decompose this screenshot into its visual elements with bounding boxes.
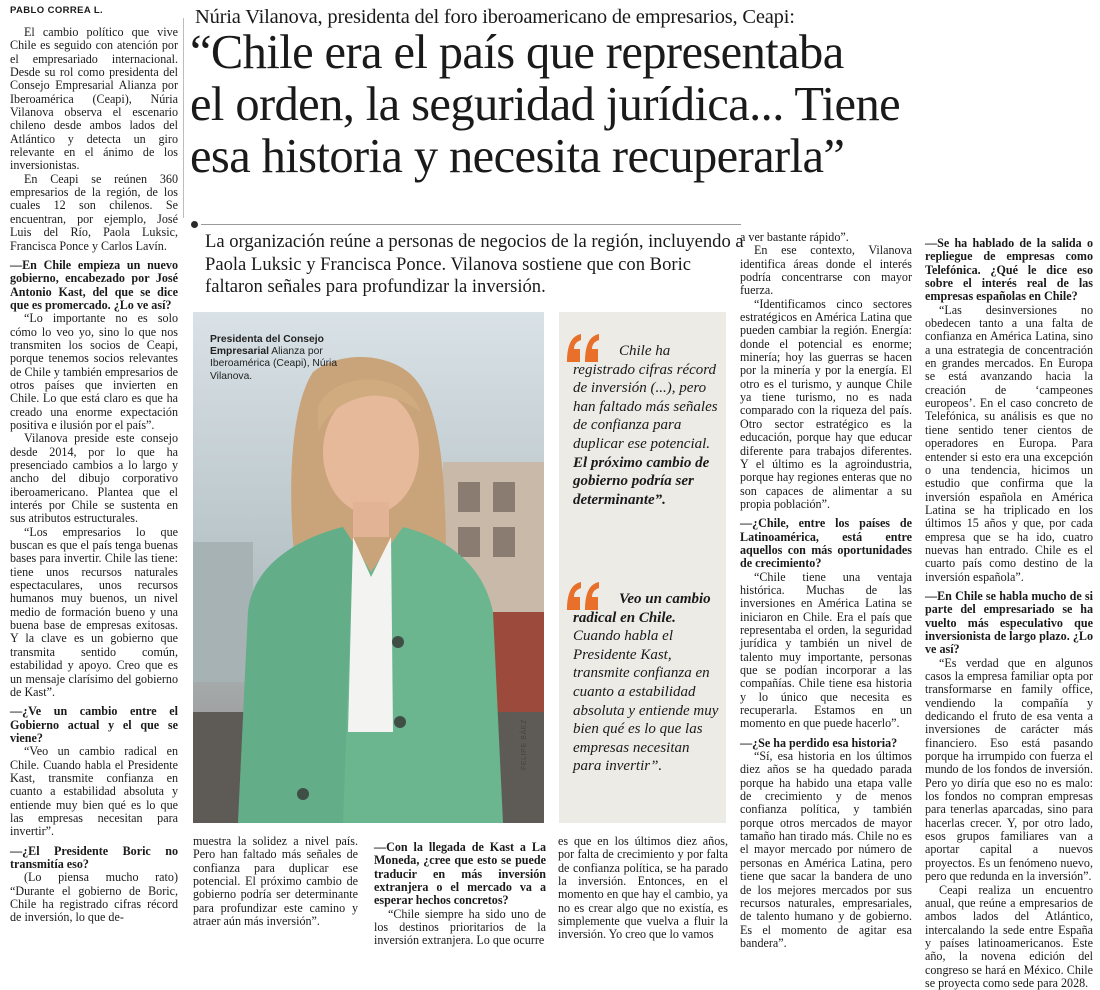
pullquote-bold: El próximo cambio de gobierno podría ser determinante”. (573, 455, 709, 508)
photo-credit: FELIPE BÁEZ (521, 719, 528, 770)
interview-question: —Se ha hablado de la salida o repliegue de empresas como Telefónica. ¿Qué le dice eso sobre el interés real de las empresas españolas en Chile? (925, 237, 1093, 304)
column-4 (558, 835, 728, 955)
headline (190, 27, 1090, 183)
headline-line: esa historia y necesita recuperarla” (190, 131, 1090, 183)
body-paragraph: “Chile siempre ha sido uno de los destinos prioritarios de la inversión extranjera. Lo que ocurre (374, 908, 546, 948)
deck-rule (201, 224, 741, 225)
pullquote-text: Chile ha registrado cifras récord de inversión (...), pero han faltado más señales de confianza para duplicar ese potencial. (573, 343, 718, 452)
body-paragraph: Vilanova preside este consejo desde 2014, por lo que ha presenciado cambios a lo largo y ancho del dibujo corporativo iberoamericano. Plantea que el interés por Chile se sustenta en sus atributos estructurales. (10, 432, 178, 525)
interview-question: —Con la llegada de Kast a La Moneda, ¿cree que esto se puede traducir en más inversión extranjera o el mercado va a esperar hechos concretos? (374, 841, 546, 908)
interview-question: —¿Chile, entre los países de Latinoamérica, está entre aquellos con más oportunidades de crecimiento? (740, 517, 912, 570)
interview-question: —¿El Presidente Boric no transmitía eso? (10, 845, 178, 872)
body-paragraph: (Lo piensa mucho rato) “Durante el gobierno de Boric, Chile ha registrado cifras récord de inversión, lo que de- (10, 871, 178, 924)
body-paragraph: Ceapi realiza un encuentro anual, que reúne a empresarios de ambos lados del Atlántico, intercalando la sede entre España y países latinoamericanos. Este año, la novena edición del congreso se hará en México. Chile se proyecta como sede para 2028. (925, 884, 1093, 990)
pullquote-box (559, 312, 726, 823)
portrait-illustration (193, 312, 544, 823)
photo-caption (210, 334, 355, 383)
pullquote-2 (573, 590, 719, 776)
headline-line: “Chile era el país que representaba (190, 27, 1090, 79)
body-paragraph: En Ceapi se reúnen 360 empresarios de la región, de los cuales 12 son chilenos. Se encuentran, por ejemplo, José Luis del Río, Paola Luksic, Francisca Ponce y Carlos Lavín. (10, 173, 178, 253)
pullquote-text: Cuando habla el Presidente Kast, transmite confianza en cuanto a estabilidad absoluta y entiende muy bien qué es lo que las empresas necesitan para invertir”. (573, 628, 718, 774)
portrait-photo (193, 312, 544, 823)
body-paragraph: “Las desinversiones no obedecen tanto a una falta de confianza en América Latina, sino a una estrategia de concentración en grandes mercados. En Europa se está avanzando hacia la creación de ‘campeones europeos’. En el caso concreto de Telefónica, su análisis es que no tiene sentido tener cientos de operadores en Europa. Para entender si esto era una excepción o una tendencia, hicimos un estudio que confirma que la inversión española en América Latina se ha triplicado en los últimos 15 años y que, por cada empresa que se ha ido, cuatro nuevas han entrado. Chile es el cuarto país como destino de la inversión española”. (925, 304, 1093, 584)
interview-question: —¿Ve un cambio entre el Gobierno actual y el que se viene? (10, 705, 178, 745)
caption-bold: Presidenta del Consejo Empresarial (210, 334, 324, 357)
column-divider (183, 18, 184, 218)
pullquote-bold: Veo un cambio radical en Chile. (573, 591, 711, 626)
kicker: Núria Vilanova, presidenta del foro iberoamericano de empresarios, Ceapi: (195, 6, 795, 29)
deck: La organización reúne a personas de negocios de la región, incluyendo a Paola Luksic y Francisca Ponce. Vilanova sostiene que con Boric faltaron señales para profundizar la inversión. (205, 231, 745, 299)
deck-bullet (191, 221, 198, 228)
body-paragraph: “Es verdad que en algunos casos la empresa familiar opta por transformarse en family office, vendiendo la compañía y dedicando el fruto de esa venta a inversiones de carácter más financiero. Eso está pasando porque ha irrumpido con fuerza el mundo de los fondos de inversión. Pero yo diría que eso no es malo: los fondos no compran empresas para tenerlas aparcadas, sino para hacerlas crecer. Y, por otro lado, esos grupos familiares van a aportar capital a nuevos proyectos. Es un fenómeno nuevo, pero que redunda en la inversión”. (925, 657, 1093, 884)
body-paragraph: a ver bastante rápido”. (740, 231, 912, 244)
column-3 (374, 835, 546, 955)
caption-rest: Alianza por Iberoamérica (Ceapi), Núria Vilanova. (210, 346, 337, 381)
interview-question: —¿Se ha perdido esa historia? (740, 737, 912, 750)
column-6 (925, 231, 1093, 955)
body-paragraph: “Lo importante no es solo cómo lo veo yo, sino lo que nos transmiten los socios de Ceapi, porque tenemos socios relevantes de Chile y también empresarios de otros países que invierten en Chile. Lo que está claro es que ha creado una enorme expectación positiva e ilusión por el país”. (10, 312, 178, 432)
pullquote-1 (573, 342, 719, 509)
column-5 (740, 231, 912, 955)
body-paragraph: En ese contexto, Vilanova identifica áreas donde el interés podría concentrarse con mayor fuerza. (740, 244, 912, 297)
body-paragraph: “Veo un cambio radical en Chile. Cuando habla el Presidente Kast, transmite confianza en cuanto a estabilidad absoluta y entiende muy bien qué es lo que las empresas necesitan para invertir”. (10, 745, 178, 838)
interview-question: —En Chile empieza un nuevo gobierno, encabezado por José Antonio Kast, del que se dice que es promercado. ¿Lo ve así? (10, 259, 178, 312)
body-paragraph: es que en los últimos diez años, por falta de crecimiento y por falta de confianza política, se ha parado la inversión. Entonces, en el momento en que hay el cambio, ya no es crear algo que no existía, es simplemente que vuelva a fluir la inversión. Yo creo que lo vamos (558, 835, 728, 942)
body-paragraph: El cambio político que vive Chile es seguido con atención por el empresariado internacional. Desde su rol como presidenta del Consejo Empresarial Alianza por Iberoamérica (Ceapi), Núria Vilanova observa el escenario chileno desde ambos lados del Atlántico y detecta un giro relevante en el ánimo de los inversionistas. (10, 26, 178, 173)
headline-line: el orden, la seguridad jurídica... Tiene (190, 79, 1090, 131)
column-2 (193, 835, 358, 955)
byline: PABLO CORREA L. (10, 5, 103, 16)
body-paragraph: “Los empresarios lo que buscan es que el país tenga buenas bases para invertir. Chile las tiene: tiene unos recursos naturales espectaculares, unos recursos humanos muy buenos, un nivel medio de formación bueno y una buena base de empresas exitosas. Y la clave es un gobierno que transmita sentido común, estabilidad y apoyo. Creo que es un mensaje clarísimo del gobierno de Kast”. (10, 526, 178, 699)
body-paragraph: “Sí, esa historia en los últimos diez años se ha quedado parada porque ha habido una etapa valle de crecimiento y de menos confianza política, y también porque otros mercados de mayor tamaño han tirado más. Chile no es el mayor mercado por número de personas en América Latina, pero tiene que sacar la bandera de uno de los mejores mercados por sus recursos naturales, empresariales, de talento humano y de gobierno. Es el momento de agitar esa bandera”. (740, 750, 912, 950)
interview-question: —En Chile se habla mucho de si parte del empresariado se ha vuelto más especulativo que inversionista de largo plazo. ¿Lo ve así? (925, 590, 1093, 657)
column-1 (10, 26, 178, 954)
body-paragraph: “Chile tiene una ventaja histórica. Muchas de las inversiones en América Latina se iniciaron en Chile. Era el país que representaba el orden, la seguridad jurídica y también un nivel de talento muy importante, personas que se podían incorporar a las compañías. Chile tiene esa historia y lo único que necesita es recuperarla. Estamos en un momento en que puede hacerlo”. (740, 571, 912, 731)
body-paragraph: muestra la solidez a nivel país. Pero han faltado más señales de confianza para duplicar ese potencial. El próximo cambio de gobierno podría ser determinante para profundizar este camino y atraer aún más inversión”. (193, 835, 358, 928)
body-paragraph: “Identificamos cinco sectores estratégicos en América Latina que pueden cambiar la región. Energía: donde el potencial es enorme; minería; hoy las guerras se hacen por la minería y por la energía. El otro es el turismo, y aunque Chile ya tiene turismo, no es nada comparado con la riqueza del país. Otro sector estratégico es la educación, porque hay que educar diferente para trabajos diferentes. Y el último es la agroindustria, porque hay regiones enteras que no son capaces de alimentar a su propia población”. (740, 298, 912, 512)
